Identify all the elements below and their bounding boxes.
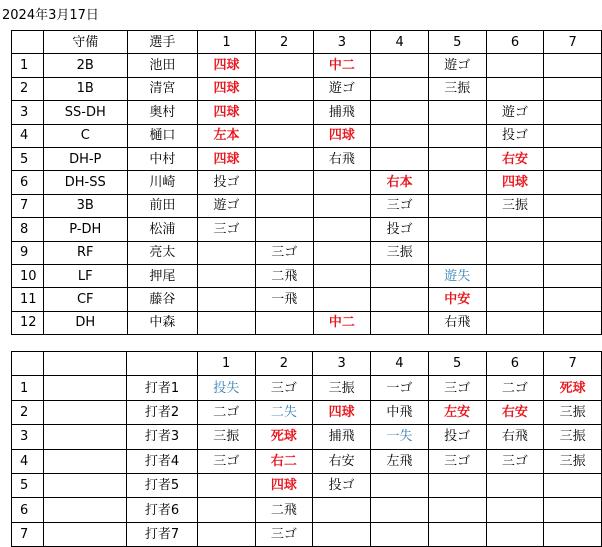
inning-result-cell (428, 124, 486, 147)
position-cell (43, 473, 126, 497)
inning-result-cell: 一失 (371, 425, 429, 449)
table-row (12, 311, 602, 334)
position-cell: 3B (43, 194, 127, 217)
inning-result-cell (428, 101, 486, 124)
inning-result-cell: 右本 (371, 171, 429, 194)
player-name-cell: 打者5 (127, 473, 198, 497)
inning-result-cell: 四球 (198, 147, 256, 170)
player-name-cell: 打者2 (127, 400, 198, 424)
batting-order-number: 2 (12, 400, 44, 424)
inning-header-3: 3 (313, 352, 371, 376)
batting-order-number: 12 (12, 311, 44, 334)
inning-result-cell: 三振 (544, 449, 602, 473)
inning-result-cell (371, 77, 429, 100)
position-cell: RF (43, 241, 127, 264)
inning-result-cell: 左安 (428, 400, 486, 424)
opponent-table (11, 351, 602, 547)
inning-result-cell (371, 522, 429, 546)
batting-order-number: 10 (12, 264, 44, 287)
table-row (12, 241, 602, 264)
header-row (12, 352, 602, 376)
player-name-cell: 前田 (127, 194, 198, 217)
position-cell: SS-DH (43, 101, 127, 124)
position-cell: CF (43, 288, 127, 311)
inning-header-5: 5 (428, 31, 486, 54)
position-cell: LF (43, 264, 127, 287)
inning-result-cell (371, 147, 429, 170)
player-name-cell: 川崎 (127, 171, 198, 194)
inning-result-cell (544, 124, 602, 147)
inning-result-cell: 三ゴ (255, 522, 313, 546)
table-row (12, 124, 602, 147)
inning-result-cell: 三振 (544, 425, 602, 449)
inning-result-cell (371, 498, 429, 522)
header-cell: 守備 (43, 31, 127, 54)
inning-header-3: 3 (313, 31, 371, 54)
inning-result-cell (255, 218, 313, 241)
inning-result-cell (544, 77, 602, 100)
inning-header-1: 1 (198, 31, 256, 54)
inning-result-cell (428, 147, 486, 170)
inning-result-cell: 一飛 (255, 288, 313, 311)
table-row (12, 425, 602, 449)
inning-result-cell: 死球 (255, 425, 313, 449)
inning-result-cell (428, 498, 486, 522)
inning-result-cell (197, 473, 255, 497)
inning-result-cell: 遊失 (428, 264, 486, 287)
inning-result-cell: 一ゴ (371, 376, 429, 400)
table-row (12, 498, 602, 522)
inning-header-5: 5 (428, 352, 486, 376)
position-cell: DH-P (43, 147, 127, 170)
table-row (12, 194, 602, 217)
inning-header-7: 7 (544, 31, 602, 54)
inning-result-cell: 中飛 (371, 400, 429, 424)
inning-result-cell: 投失 (197, 376, 255, 400)
inning-result-cell: 二失 (255, 400, 313, 424)
inning-result-cell: 投ゴ (371, 218, 429, 241)
table-row (12, 147, 602, 170)
inning-result-cell (486, 54, 544, 77)
player-name-cell: 樋口 (127, 124, 198, 147)
inning-result-cell: 四球 (255, 473, 313, 497)
inning-result-cell: 右安 (486, 147, 544, 170)
inning-result-cell (255, 171, 313, 194)
table-row (12, 449, 602, 473)
inning-result-cell (486, 77, 544, 100)
inning-result-cell (428, 218, 486, 241)
header-cell: 選手 (127, 31, 198, 54)
inning-result-cell (544, 522, 602, 546)
batting-order-number: 4 (12, 449, 44, 473)
position-cell (43, 498, 126, 522)
inning-result-cell: 四球 (198, 77, 256, 100)
position-cell: 2B (43, 54, 127, 77)
inning-result-cell: 三ゴ (255, 376, 313, 400)
inning-result-cell: 四球 (198, 101, 256, 124)
inning-result-cell: 四球 (486, 171, 544, 194)
inning-result-cell: 右安 (486, 400, 544, 424)
inning-result-cell: 三振 (371, 241, 429, 264)
player-name-cell: 打者7 (127, 522, 198, 546)
position-cell (43, 522, 126, 546)
inning-result-cell: 二飛 (255, 498, 313, 522)
table-row (12, 101, 602, 124)
inning-result-cell: 三ゴ (197, 449, 255, 473)
player-name-cell: 藤谷 (127, 288, 198, 311)
header-cell (12, 352, 44, 376)
batting-order-number: 7 (12, 194, 44, 217)
inning-result-cell (198, 241, 256, 264)
batting-order-number: 2 (12, 77, 44, 100)
inning-result-cell (428, 171, 486, 194)
inning-result-cell (544, 288, 602, 311)
inning-result-cell (313, 288, 371, 311)
inning-result-cell (371, 101, 429, 124)
inning-result-cell: 中二 (313, 311, 371, 334)
inning-result-cell (428, 194, 486, 217)
header-cell (127, 352, 198, 376)
inning-header-1: 1 (197, 352, 255, 376)
player-name-cell: 打者1 (127, 376, 198, 400)
batting-order-number: 5 (12, 147, 44, 170)
game-date: 2024年3月17日 (2, 8, 99, 23)
inning-result-cell (255, 101, 313, 124)
inning-header-6: 6 (486, 352, 544, 376)
inning-result-cell (428, 473, 486, 497)
table-row (12, 376, 602, 400)
inning-result-cell: 遊ゴ (313, 77, 371, 100)
inning-result-cell: 三振 (313, 376, 371, 400)
inning-result-cell (255, 194, 313, 217)
inning-result-cell (255, 77, 313, 100)
player-name-cell: 清宮 (127, 77, 198, 100)
inning-result-cell: 三ゴ (371, 194, 429, 217)
inning-header-6: 6 (486, 31, 544, 54)
inning-result-cell (371, 264, 429, 287)
inning-result-cell (486, 473, 544, 497)
lineup-table-body (12, 31, 602, 335)
batting-order-number: 3 (12, 425, 44, 449)
inning-result-cell (313, 498, 371, 522)
header-cell (43, 352, 126, 376)
inning-result-cell (544, 473, 602, 497)
player-name-cell: 打者4 (127, 449, 198, 473)
batting-order-number: 1 (12, 54, 44, 77)
batting-order-number: 11 (12, 288, 44, 311)
player-name-cell: 亮太 (127, 241, 198, 264)
inning-result-cell (544, 147, 602, 170)
inning-result-cell: 四球 (198, 54, 256, 77)
inning-result-cell (371, 288, 429, 311)
inning-result-cell: 捕飛 (313, 101, 371, 124)
inning-result-cell (428, 241, 486, 264)
inning-result-cell (198, 288, 256, 311)
inning-result-cell: 三振 (486, 194, 544, 217)
inning-result-cell: 二ゴ (486, 376, 544, 400)
inning-result-cell: 三ゴ (428, 449, 486, 473)
inning-result-cell (255, 147, 313, 170)
inning-result-cell (486, 311, 544, 334)
inning-result-cell (544, 171, 602, 194)
table-row (12, 522, 602, 546)
batting-order-number: 6 (12, 498, 44, 522)
player-name-cell: 松浦 (127, 218, 198, 241)
inning-result-cell (371, 473, 429, 497)
position-cell: DH (43, 311, 127, 334)
player-name-cell: 池田 (127, 54, 198, 77)
inning-result-cell: 四球 (313, 124, 371, 147)
inning-result-cell: 右飛 (486, 425, 544, 449)
inning-result-cell: 捕飛 (313, 425, 371, 449)
inning-result-cell: 遊ゴ (428, 54, 486, 77)
inning-result-cell (255, 124, 313, 147)
inning-result-cell: 投ゴ (428, 425, 486, 449)
inning-result-cell: 三振 (428, 77, 486, 100)
position-cell (43, 449, 126, 473)
inning-result-cell (486, 241, 544, 264)
inning-result-cell (544, 264, 602, 287)
inning-result-cell: 二ゴ (197, 400, 255, 424)
inning-result-cell (544, 498, 602, 522)
inning-result-cell: 中安 (428, 288, 486, 311)
inning-result-cell: 右飛 (428, 311, 486, 334)
inning-result-cell (198, 311, 256, 334)
inning-header-4: 4 (371, 352, 429, 376)
inning-result-cell (313, 241, 371, 264)
inning-result-cell: 三ゴ (486, 449, 544, 473)
batting-order-number: 1 (12, 376, 44, 400)
player-name-cell: 奥村 (127, 101, 198, 124)
inning-result-cell (313, 522, 371, 546)
player-name-cell: 中森 (127, 311, 198, 334)
inning-result-cell: 中二 (313, 54, 371, 77)
inning-result-cell: 三振 (544, 400, 602, 424)
inning-header-2: 2 (255, 352, 313, 376)
inning-result-cell: 三ゴ (255, 241, 313, 264)
batting-order-number: 7 (12, 522, 44, 546)
inning-result-cell: 三振 (197, 425, 255, 449)
inning-result-cell: 遊ゴ (486, 101, 544, 124)
lineup-table (11, 30, 602, 335)
inning-result-cell: 右安 (313, 449, 371, 473)
inning-result-cell (544, 54, 602, 77)
header-cell (12, 31, 44, 54)
batting-order-number: 4 (12, 124, 44, 147)
table-row (12, 288, 602, 311)
table-row (12, 54, 602, 77)
inning-result-cell (544, 311, 602, 334)
inning-result-cell: 遊ゴ (198, 194, 256, 217)
table-row (12, 400, 602, 424)
inning-result-cell: 投ゴ (486, 124, 544, 147)
inning-result-cell: 投ゴ (313, 473, 371, 497)
inning-result-cell: 三ゴ (428, 376, 486, 400)
inning-result-cell: 左本 (198, 124, 256, 147)
inning-result-cell (486, 218, 544, 241)
inning-result-cell (313, 171, 371, 194)
inning-result-cell (255, 54, 313, 77)
batting-order-number: 8 (12, 218, 44, 241)
position-cell: P-DH (43, 218, 127, 241)
inning-result-cell (486, 264, 544, 287)
table-row (12, 264, 602, 287)
inning-result-cell: 三ゴ (198, 218, 256, 241)
inning-result-cell (313, 194, 371, 217)
position-cell: DH-SS (43, 171, 127, 194)
inning-result-cell (486, 288, 544, 311)
player-name-cell: 打者6 (127, 498, 198, 522)
inning-result-cell (544, 194, 602, 217)
inning-result-cell (313, 264, 371, 287)
table-row (12, 171, 602, 194)
inning-result-cell: 四球 (313, 400, 371, 424)
batting-order-number: 9 (12, 241, 44, 264)
batting-order-number: 6 (12, 171, 44, 194)
player-name-cell: 押尾 (127, 264, 198, 287)
inning-result-cell: 二飛 (255, 264, 313, 287)
inning-header-7: 7 (544, 352, 602, 376)
position-cell (43, 376, 126, 400)
position-cell (43, 425, 126, 449)
inning-header-4: 4 (371, 31, 429, 54)
table-row (12, 77, 602, 100)
inning-header-2: 2 (255, 31, 313, 54)
position-cell: C (43, 124, 127, 147)
inning-result-cell (371, 311, 429, 334)
player-name-cell: 打者3 (127, 425, 198, 449)
inning-result-cell (371, 124, 429, 147)
position-cell: 1B (43, 77, 127, 100)
opponent-table-body (12, 352, 602, 547)
inning-result-cell (486, 498, 544, 522)
inning-result-cell (255, 311, 313, 334)
position-cell (43, 400, 126, 424)
player-name-cell: 中村 (127, 147, 198, 170)
inning-result-cell (313, 218, 371, 241)
inning-result-cell (544, 218, 602, 241)
inning-result-cell (371, 54, 429, 77)
inning-result-cell (198, 264, 256, 287)
inning-result-cell (428, 522, 486, 546)
inning-result-cell: 死球 (544, 376, 602, 400)
table-row (12, 473, 602, 497)
batting-order-number: 3 (12, 101, 44, 124)
batting-order-number: 5 (12, 473, 44, 497)
inning-result-cell: 右飛 (313, 147, 371, 170)
inning-result-cell (197, 522, 255, 546)
table-row (12, 218, 602, 241)
inning-result-cell: 投ゴ (198, 171, 256, 194)
inning-result-cell (197, 498, 255, 522)
inning-result-cell (486, 522, 544, 546)
inning-result-cell: 左飛 (371, 449, 429, 473)
inning-result-cell (544, 101, 602, 124)
inning-result-cell (544, 241, 602, 264)
inning-result-cell: 右二 (255, 449, 313, 473)
header-row (12, 31, 602, 54)
